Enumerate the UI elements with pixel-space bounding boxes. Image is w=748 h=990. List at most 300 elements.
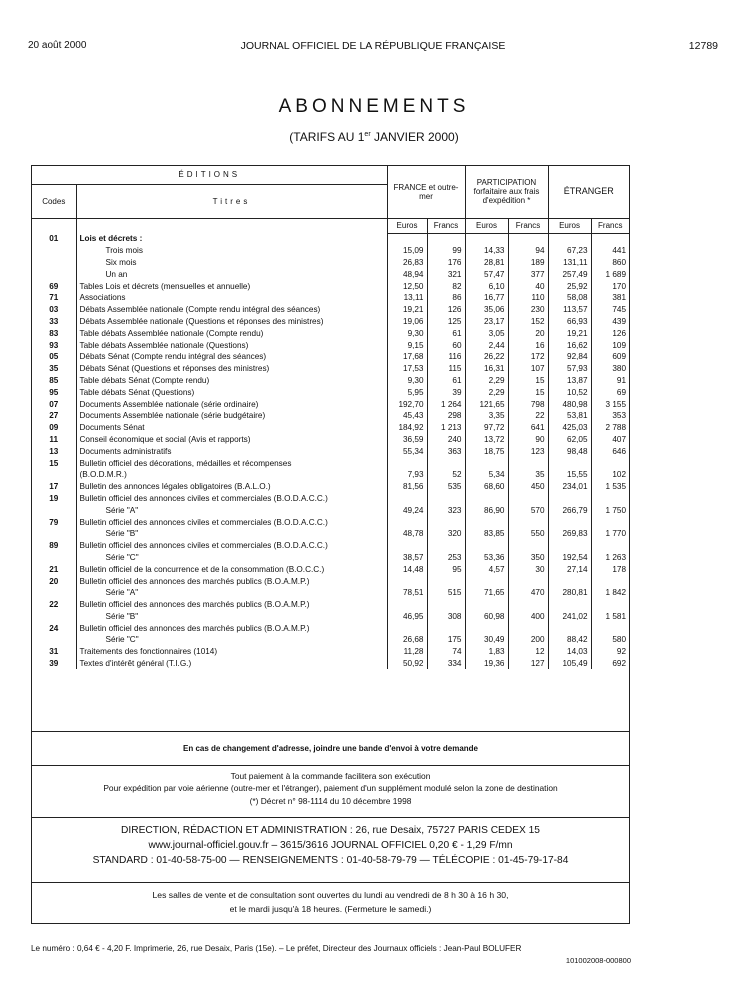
footer-reference: 101002008-000800 <box>565 956 631 965</box>
table-row <box>32 516 629 528</box>
unit-francs: Francs <box>427 218 465 233</box>
row-title: Débats Sénat (Questions et réponses des ministres) <box>76 363 387 375</box>
row-value: 192,54 <box>548 552 591 564</box>
row-value: 798 <box>508 398 548 410</box>
row-code <box>32 528 76 540</box>
row-value <box>427 457 465 469</box>
row-title: Documents Assemblée nationale (série budgétaire) <box>76 410 387 422</box>
table-row <box>32 292 629 304</box>
table-row <box>32 257 629 269</box>
row-code: 93 <box>49 340 59 350</box>
row-value: 116 <box>427 351 465 363</box>
row-value: 641 <box>508 422 548 434</box>
row-value: 60 <box>427 339 465 351</box>
row-value: 83,85 <box>465 528 508 540</box>
row-value <box>465 493 508 505</box>
row-value: 17,53 <box>387 363 427 375</box>
row-title: Tables Lois et décrets (mensuelles et annuelle) <box>76 280 387 292</box>
row-value: 4,57 <box>465 563 508 575</box>
row-value: 90 <box>508 434 548 446</box>
row-code: 05 <box>49 352 59 362</box>
row-value: 14,03 <box>548 646 591 658</box>
row-value: 172 <box>508 351 548 363</box>
row-title: Table débats Sénat (Compte rendu) <box>76 375 387 387</box>
table-row <box>32 445 629 457</box>
row-value: 1 264 <box>427 398 465 410</box>
row-value: 16 <box>508 339 548 351</box>
row-code <box>32 634 76 646</box>
row-value: 3 155 <box>591 398 629 410</box>
row-value: 1 770 <box>591 528 629 540</box>
row-value: 110 <box>508 292 548 304</box>
row-code: 85 <box>49 375 59 385</box>
row-value: 68,60 <box>465 481 508 493</box>
row-value: 57,93 <box>548 363 591 375</box>
row-value: 16,77 <box>465 292 508 304</box>
row-value <box>465 516 508 528</box>
row-value <box>591 540 629 552</box>
row-value: 121,65 <box>465 398 508 410</box>
row-value: 107 <box>508 363 548 375</box>
row-value: 48,94 <box>387 268 427 280</box>
row-code: 71 <box>49 293 59 303</box>
row-value: 67,23 <box>548 245 591 257</box>
row-title: Bulletin officiel des annonces des marchés publics (B.O.A.M.P.) <box>76 622 387 634</box>
row-value: 82 <box>427 280 465 292</box>
row-value <box>508 493 548 505</box>
table-row <box>32 233 629 245</box>
row-code: 24 <box>49 623 59 633</box>
row-value: 1 535 <box>591 481 629 493</box>
row-value: 6,10 <box>465 280 508 292</box>
row-code: 13 <box>49 446 59 456</box>
row-value: 57,47 <box>465 268 508 280</box>
table-row <box>32 622 629 634</box>
row-value <box>508 540 548 552</box>
table-row <box>32 327 629 339</box>
unit-francs: Francs <box>591 218 629 233</box>
row-value: 19,36 <box>465 658 508 670</box>
row-code <box>32 268 76 280</box>
row-value: 26,68 <box>387 634 427 646</box>
row-value <box>427 622 465 634</box>
row-value: 308 <box>427 611 465 623</box>
table-row <box>32 280 629 292</box>
row-value: 86,90 <box>465 504 508 516</box>
row-code: 03 <box>49 305 59 315</box>
row-value: 580 <box>591 634 629 646</box>
row-value <box>427 233 465 245</box>
row-value: 9,30 <box>387 327 427 339</box>
row-value <box>508 575 548 587</box>
row-title: Documents Sénat <box>76 422 387 434</box>
row-value: 62,05 <box>548 434 591 446</box>
row-value <box>387 575 427 587</box>
row-title: Série "C" <box>76 552 387 564</box>
row-value: 323 <box>427 504 465 516</box>
row-title: Bulletin officiel des décorations, médailles et récompenses <box>76 457 387 469</box>
row-value: 189 <box>508 257 548 269</box>
row-value <box>465 457 508 469</box>
table-row <box>32 658 629 670</box>
row-value: 14,48 <box>387 563 427 575</box>
row-title: Bulletin officiel des annonces des marchés publics (B.O.A.M.P.) <box>76 599 387 611</box>
row-value <box>508 457 548 469</box>
row-title: Associations <box>76 292 387 304</box>
row-title: Table débats Sénat (Questions) <box>76 386 387 398</box>
row-value: 123 <box>508 445 548 457</box>
row-title: Série "B" <box>76 611 387 623</box>
row-value <box>548 457 591 469</box>
row-value: 377 <box>508 268 548 280</box>
etranger-header: ÉTRANGER <box>548 166 629 218</box>
row-code: 39 <box>49 659 59 669</box>
row-value: 16,62 <box>548 339 591 351</box>
address-change-notice: En cas de changement d'adresse, joindre une bande d'envoi à votre demande <box>32 731 629 765</box>
row-value: 15 <box>508 375 548 387</box>
row-title: Débats Sénat (Compte rendu intégral des séances) <box>76 351 387 363</box>
table-row <box>32 410 629 422</box>
row-code: 89 <box>49 541 59 551</box>
row-code: 22 <box>49 600 59 610</box>
row-value: 609 <box>591 351 629 363</box>
row-title: Six mois <box>76 257 387 269</box>
row-value: 192,70 <box>387 398 427 410</box>
row-code <box>32 587 76 599</box>
row-value: 14,33 <box>465 245 508 257</box>
row-code: 19 <box>49 493 59 503</box>
row-value <box>591 599 629 611</box>
row-value <box>548 493 591 505</box>
row-value: 126 <box>591 327 629 339</box>
row-value: 125 <box>427 316 465 328</box>
row-value: 113,57 <box>548 304 591 316</box>
row-value: 58,08 <box>548 292 591 304</box>
row-value: 126 <box>427 304 465 316</box>
row-value <box>465 575 508 587</box>
row-value: 152 <box>508 316 548 328</box>
row-code <box>32 504 76 516</box>
row-value: 23,17 <box>465 316 508 328</box>
row-value: 28,81 <box>465 257 508 269</box>
row-code: 01 <box>49 234 59 244</box>
direction-contacts: DIRECTION, RÉDACTION ET ADMINISTRATION : 26, rue Desaix, 75727 PARIS CEDEX 15 www.journal-officiel.gouv.fr – 3615/3616 JOURNAL OFFICIEL 0,20 € - 1,29 F/mn STANDARD : 01-40-58-75-00 — RENSEIGNEMENTS : 01-40-58-79-79 — TÉLÉCOPIE : 01-45-79-17-84 <box>32 817 629 882</box>
row-value <box>548 599 591 611</box>
row-value: 39 <box>427 386 465 398</box>
row-value: 50,92 <box>387 658 427 670</box>
row-value <box>387 599 427 611</box>
row-code: 15 <box>49 458 59 468</box>
row-value: 1 263 <box>591 552 629 564</box>
row-value: 12,50 <box>387 280 427 292</box>
row-value <box>465 233 508 245</box>
row-title: Série "A" <box>76 587 387 599</box>
table-row <box>32 363 629 375</box>
row-value: 20 <box>508 327 548 339</box>
row-value: 92,84 <box>548 351 591 363</box>
table-row <box>32 434 629 446</box>
row-title: Conseil économique et social (Avis et rapports) <box>76 434 387 446</box>
row-value: 298 <box>427 410 465 422</box>
row-code <box>32 245 76 257</box>
row-value: 175 <box>427 634 465 646</box>
row-value: 66,93 <box>548 316 591 328</box>
row-code: 31 <box>49 647 59 657</box>
row-title: Bulletin officiel de la concurrence et de la consommation (B.O.C.C.) <box>76 563 387 575</box>
row-value: 15,55 <box>548 469 591 481</box>
row-value: 3,05 <box>465 327 508 339</box>
row-title: Table débats Assemblée nationale (Questions) <box>76 339 387 351</box>
row-value <box>508 622 548 634</box>
row-title: Bulletin officiel des annonces des marchés publics (B.O.A.M.P.) <box>76 575 387 587</box>
row-value: 425,03 <box>548 422 591 434</box>
row-value: 439 <box>591 316 629 328</box>
row-value: 200 <box>508 634 548 646</box>
row-code: 20 <box>49 576 59 586</box>
row-value: 646 <box>591 445 629 457</box>
row-value: 1 689 <box>591 268 629 280</box>
row-value: 5,95 <box>387 386 427 398</box>
row-value: 19,21 <box>387 304 427 316</box>
row-value: 49,24 <box>387 504 427 516</box>
row-value: 1 750 <box>591 504 629 516</box>
row-title: Lois et décrets : <box>76 233 387 245</box>
row-value <box>508 599 548 611</box>
row-value: 55,34 <box>387 445 427 457</box>
tariff-table <box>32 166 629 669</box>
row-title: (B.O.D.M.R.) <box>76 469 387 481</box>
row-value: 36,59 <box>387 434 427 446</box>
footer-note: Le numéro : 0,64 € - 4,20 F. Imprimerie, 26, rue Desaix, Paris (15e). – Le préfet, Directeur des Journaux officiels : Jean-Paul BOLUFER <box>31 944 522 953</box>
row-value: 131,11 <box>548 257 591 269</box>
row-value: 94 <box>508 245 548 257</box>
row-value <box>591 493 629 505</box>
row-value: 230 <box>508 304 548 316</box>
row-value <box>387 540 427 552</box>
header-journal: JOURNAL OFFICIEL DE LA RÉPUBLIQUE FRANÇAISE <box>240 40 506 52</box>
row-value: 38,57 <box>387 552 427 564</box>
row-value: 99 <box>427 245 465 257</box>
row-value: 35,06 <box>465 304 508 316</box>
row-value: 470 <box>508 587 548 599</box>
row-value: 745 <box>591 304 629 316</box>
row-code <box>32 611 76 623</box>
row-value: 178 <box>591 563 629 575</box>
unit-euros: Euros <box>465 218 508 233</box>
table-row <box>32 398 629 410</box>
row-value: 2,29 <box>465 386 508 398</box>
row-value: 350 <box>508 552 548 564</box>
unit-francs: Francs <box>508 218 548 233</box>
row-value: 2,44 <box>465 339 508 351</box>
row-value: 380 <box>591 363 629 375</box>
row-value: 15,09 <box>387 245 427 257</box>
row-value: 19,06 <box>387 316 427 328</box>
table-row <box>32 611 629 623</box>
table-row <box>32 316 629 328</box>
table-row <box>32 575 629 587</box>
row-value: 10,52 <box>548 386 591 398</box>
row-value: 60,98 <box>465 611 508 623</box>
unit-euros: Euros <box>387 218 427 233</box>
editions-header: ÉDITIONS <box>32 166 387 184</box>
row-value: 515 <box>427 587 465 599</box>
row-value: 40 <box>508 280 548 292</box>
row-code: 69 <box>49 281 59 291</box>
row-value <box>591 622 629 634</box>
row-value: 35 <box>508 469 548 481</box>
table-row <box>32 599 629 611</box>
row-code: 17 <box>49 482 59 492</box>
codes-header: Codes <box>32 184 76 218</box>
row-value: 12 <box>508 646 548 658</box>
running-header <box>28 40 718 54</box>
row-value: 407 <box>591 434 629 446</box>
row-value: 30,49 <box>465 634 508 646</box>
row-value <box>548 516 591 528</box>
france-header: FRANCE et outre-mer <box>387 166 465 218</box>
opening-hours: Les salles de vente et de consultation sont ouvertes du lundi au vendredi de 8 h 30 à 16 h 30, et le mardi jusqu'à 18 heures. (Fermeture le samedi.) <box>32 882 629 925</box>
row-value: 48,78 <box>387 528 427 540</box>
table-row <box>32 493 629 505</box>
table-row <box>32 469 629 481</box>
row-value: 550 <box>508 528 548 540</box>
row-value: 127 <box>508 658 548 670</box>
row-value: 11,28 <box>387 646 427 658</box>
row-code: 11 <box>49 434 59 444</box>
table-row <box>32 646 629 658</box>
row-title: Bulletin officiel des annonces civiles et commerciales (B.O.D.A.C.C.) <box>76 493 387 505</box>
row-value: 3,35 <box>465 410 508 422</box>
row-code: 79 <box>49 517 59 527</box>
row-value: 334 <box>427 658 465 670</box>
row-value: 1 213 <box>427 422 465 434</box>
row-value: 320 <box>427 528 465 540</box>
row-value <box>465 540 508 552</box>
row-title: Un an <box>76 268 387 280</box>
row-value: 441 <box>591 245 629 257</box>
row-value: 61 <box>427 375 465 387</box>
row-value <box>427 575 465 587</box>
row-value: 321 <box>427 268 465 280</box>
row-code: 83 <box>49 328 59 338</box>
row-value <box>427 493 465 505</box>
row-title: Bulletin officiel des annonces civiles et commerciales (B.O.D.A.C.C.) <box>76 516 387 528</box>
row-value: 53,36 <box>465 552 508 564</box>
row-title: Bulletin officiel des annonces civiles et commerciales (B.O.D.A.C.C.) <box>76 540 387 552</box>
row-value: 26,22 <box>465 351 508 363</box>
row-value <box>508 233 548 245</box>
row-title: Traitements des fonctionnaires (1014) <box>76 646 387 658</box>
table-row <box>32 386 629 398</box>
unit-euros: Euros <box>548 218 591 233</box>
row-value: 102 <box>591 469 629 481</box>
row-value: 2 788 <box>591 422 629 434</box>
row-value: 17,68 <box>387 351 427 363</box>
row-value: 480,98 <box>548 398 591 410</box>
row-code: 09 <box>49 423 59 433</box>
row-value: 381 <box>591 292 629 304</box>
table-row <box>32 268 629 280</box>
table-row <box>32 375 629 387</box>
row-value: 26,83 <box>387 257 427 269</box>
row-value: 266,79 <box>548 504 591 516</box>
row-value: 13,87 <box>548 375 591 387</box>
table-row <box>32 457 629 469</box>
table-row <box>32 552 629 564</box>
row-value: 61 <box>427 327 465 339</box>
tariff-rows <box>32 233 629 669</box>
row-value <box>387 622 427 634</box>
row-value: 257,49 <box>548 268 591 280</box>
row-value: 88,42 <box>548 634 591 646</box>
page-subtitle: (TARIFS AU 1er JANVIER 2000) <box>289 130 459 144</box>
row-value: 71,65 <box>465 587 508 599</box>
row-value: 253 <box>427 552 465 564</box>
row-value: 692 <box>591 658 629 670</box>
row-value: 25,92 <box>548 280 591 292</box>
row-value: 27,14 <box>548 563 591 575</box>
row-code: 95 <box>49 387 59 397</box>
table-row <box>32 339 629 351</box>
row-value: 170 <box>591 280 629 292</box>
header-page-number: 12789 <box>688 40 718 52</box>
row-value: 363 <box>427 445 465 457</box>
row-value <box>548 540 591 552</box>
row-code: 33 <box>49 316 59 326</box>
row-value <box>591 516 629 528</box>
header-date: 20 août 2000 <box>28 40 87 51</box>
row-value <box>591 233 629 245</box>
row-value: 234,01 <box>548 481 591 493</box>
row-value: 400 <box>508 611 548 623</box>
row-code: 07 <box>49 399 59 409</box>
subscription-box <box>31 165 630 924</box>
table-row <box>32 422 629 434</box>
row-value <box>508 516 548 528</box>
row-title: Trois mois <box>76 245 387 257</box>
row-value <box>427 540 465 552</box>
row-value: 69 <box>591 386 629 398</box>
row-value: 81,56 <box>387 481 427 493</box>
row-value: 353 <box>591 410 629 422</box>
row-value: 535 <box>427 481 465 493</box>
row-title: Débats Assemblée nationale (Questions et réponses des ministres) <box>76 316 387 328</box>
row-value: 98,48 <box>548 445 591 457</box>
table-row <box>32 540 629 552</box>
row-value: 13,11 <box>387 292 427 304</box>
row-value: 105,49 <box>548 658 591 670</box>
table-row <box>32 304 629 316</box>
row-value <box>591 457 629 469</box>
row-code <box>32 552 76 564</box>
row-value: 860 <box>591 257 629 269</box>
row-value: 1 842 <box>591 587 629 599</box>
row-value: 450 <box>508 481 548 493</box>
row-code <box>32 257 76 269</box>
row-title: Série "A" <box>76 504 387 516</box>
row-title: Documents Assemblée nationale (série ordinaire) <box>76 398 387 410</box>
row-value: 45,43 <box>387 410 427 422</box>
row-value: 46,95 <box>387 611 427 623</box>
titres-header: Titres <box>76 184 387 218</box>
row-value: 7,93 <box>387 469 427 481</box>
row-title: Série "C" <box>76 634 387 646</box>
table-row <box>32 245 629 257</box>
row-value: 9,15 <box>387 339 427 351</box>
table-row <box>32 563 629 575</box>
row-value: 570 <box>508 504 548 516</box>
